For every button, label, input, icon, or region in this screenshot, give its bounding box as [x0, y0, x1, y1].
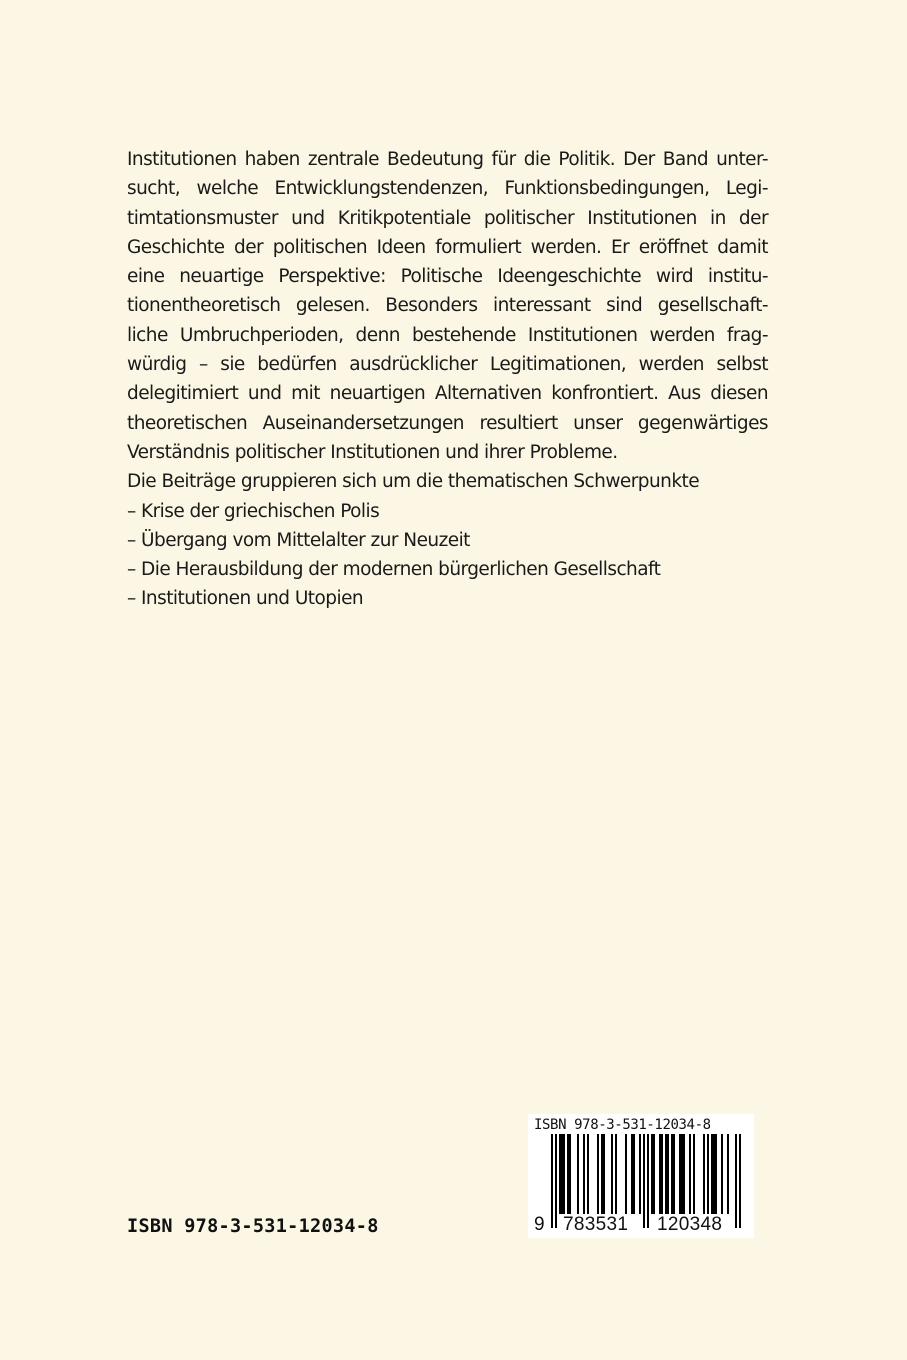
isbn-barcode [528, 1114, 754, 1238]
topics-intro: Die Beiträge gruppieren sich um die thematischen Schwerpunkte [127, 471, 700, 493]
paragraph-line: Verständnis politischer Institutionen und ihrer Probleme. [127, 441, 618, 463]
topic-item: – Übergang vom Mittelalter zur Neuzeit [127, 529, 470, 551]
paragraph-line: sucht, welche Entwicklungstendenzen, Funktionsbedingungen, Legi- [127, 178, 768, 200]
paragraph-line: Institutionen haben zentrale Bedeutung für die Politik. Der Band unter- [127, 149, 768, 170]
barcode-bar [659, 1134, 663, 1214]
barcode-guard-bar [739, 1134, 741, 1228]
topic-item: – Institutionen und Utopien [127, 588, 364, 610]
barcode-bar [711, 1134, 717, 1214]
barcode-bar [577, 1134, 579, 1214]
paragraph-line: delegitimiert und mit neuartigen Alternativen konfrontiert. Aus diesen [127, 383, 768, 405]
barcode-guard-bar [551, 1134, 553, 1228]
back-cover-blurb [127, 145, 768, 614]
barcode-bar [727, 1134, 729, 1214]
barcode-bar [665, 1134, 669, 1214]
paragraph-line: Geschichte der politischen Ideen formuliert werden. Er eröffnet damit [127, 236, 768, 258]
barcode-guard-bar [643, 1134, 645, 1228]
barcode-bar [693, 1134, 695, 1214]
barcode-left-digits: 783531 [563, 1214, 629, 1235]
barcode-bar [639, 1134, 641, 1214]
barcode-right-digits: 120348 [657, 1214, 723, 1235]
barcode-bar [651, 1134, 655, 1214]
barcode-bar [587, 1134, 589, 1214]
paragraph-line: timtationsmuster und Kritikpotentiale politischer Institutionen in der [127, 207, 768, 229]
barcode-bar [721, 1134, 723, 1214]
paragraph-line: eine neuartige Perspektive: Politische Ideengeschichte wird institu- [127, 266, 768, 288]
topic-item: – Krise der griechischen Polis [127, 500, 380, 522]
barcode-bar [583, 1134, 585, 1214]
barcode-bar [601, 1134, 605, 1214]
paragraph-line: theoretischen Auseinandersetzungen resultiert unser gegenwärtiges [127, 412, 768, 434]
barcode-bar [611, 1134, 613, 1214]
barcode-guard-bar [735, 1134, 737, 1228]
barcode-bar [631, 1134, 635, 1214]
barcode-bar [559, 1134, 565, 1214]
barcode-bar [689, 1134, 691, 1214]
barcode-isbn-label: ISBN 978-3-531-12034-8 [534, 1117, 711, 1133]
barcode-guard-bar [555, 1134, 557, 1228]
barcode-bar [597, 1134, 599, 1214]
barcode-bar [707, 1134, 709, 1214]
barcode-bar [567, 1134, 571, 1214]
barcode-bar [625, 1134, 627, 1214]
topics-list [127, 497, 768, 614]
paragraph-line: tionentheoretisch gelesen. Besonders interessant sind gesellschaft- [127, 295, 768, 317]
topic-item: – Die Herausbildung der modernen bürgerlichen Gesellschaft [127, 559, 661, 581]
barcode-guard-bar [647, 1134, 649, 1228]
barcode-bar [671, 1134, 675, 1214]
barcode-bar [615, 1134, 617, 1214]
description-paragraph [127, 145, 768, 467]
paragraph-line: würdig – sie bedürfen ausdrücklicher Legitimationen, werden selbst [127, 354, 768, 376]
isbn-text: ISBN 978-3-531-12034-8 [127, 1216, 379, 1237]
barcode-first-digit: 9 [534, 1214, 545, 1235]
barcode-bar [703, 1134, 705, 1214]
barcode-bar [679, 1134, 685, 1214]
paragraph-line: liche Umbruchperioden, denn bestehende Institutionen werden frag- [127, 324, 768, 346]
